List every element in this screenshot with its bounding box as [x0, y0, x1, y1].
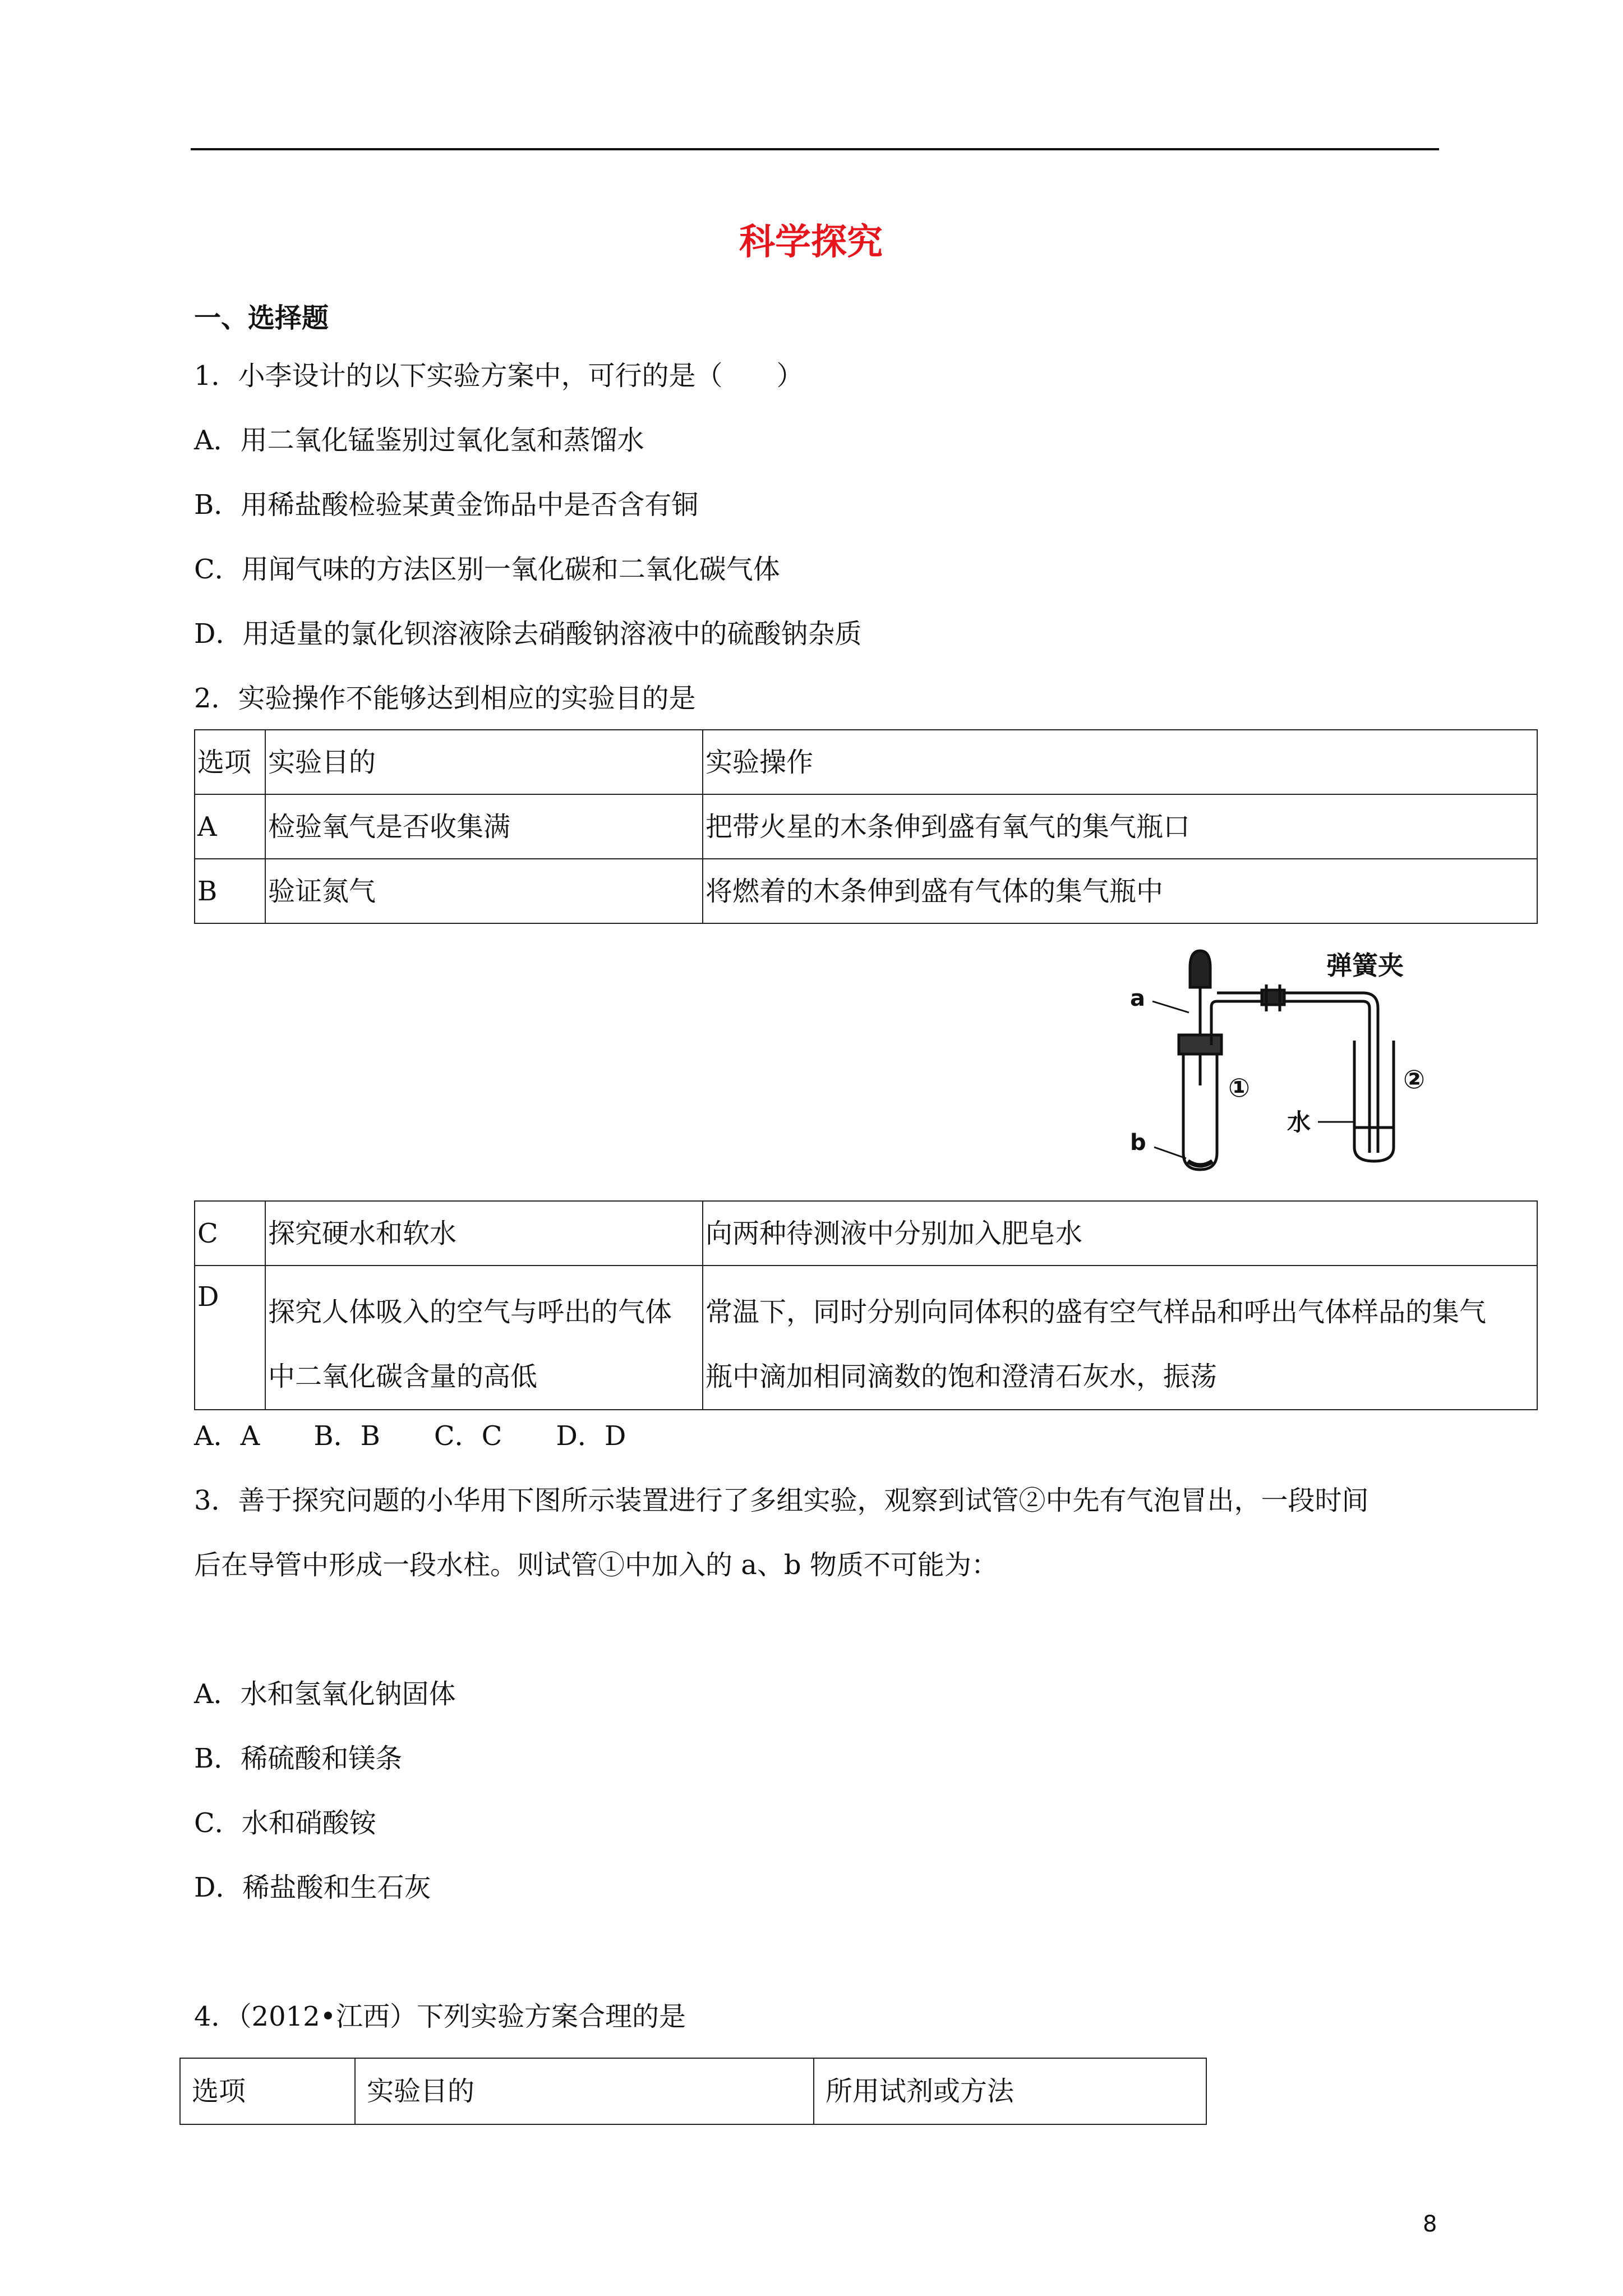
q3-stem-line2: 后在导管中形成一段水柱。则试管①中加入的 a、b 物质不可能为：	[194, 1549, 998, 1581]
table-cell-multiline: 常温下，同时分别向同体积的盛有空气样品和呼出气体样品的集气 瓶中滴加相同滴数的饱和澄清石灰水，振荡	[703, 1266, 1537, 1410]
table-cell: 把带火星的木条伸到盛有氧气的集气瓶口	[703, 794, 1537, 859]
header-cell: 选项	[180, 2058, 355, 2124]
header-cell: 选项	[195, 730, 265, 794]
page-number: 8	[1423, 2211, 1437, 2237]
header-cell: 实验目的	[265, 730, 703, 794]
table-row	[195, 1266, 1537, 1410]
table-row	[195, 859, 1537, 923]
q4-table	[179, 2058, 1207, 2125]
table-cell: 检验氧气是否收集满	[265, 794, 703, 859]
q4-stem: 4．（2012•江西）下列实验方案合理的是	[194, 2001, 686, 2032]
table-cell: 将燃着的木条伸到盛有气体的集气瓶中	[703, 859, 1537, 923]
q3-option-c: C．水和硝酸铵	[194, 1807, 376, 1839]
label-b: b	[1130, 1130, 1146, 1156]
apparatus-figure	[1127, 945, 1441, 1175]
table-cell: A	[195, 794, 265, 859]
solid-b	[1188, 1161, 1212, 1166]
q3-option-b: B．稀硫酸和镁条	[194, 1743, 403, 1774]
q3-option-d: D．稀盐酸和生石灰	[194, 1872, 431, 1903]
page-title: 科学探究	[739, 222, 883, 263]
table-cell: 向两种待测液中分别加入肥皂水	[703, 1201, 1537, 1266]
header-rule	[191, 148, 1439, 150]
q2-table-top	[194, 729, 1538, 924]
table-row	[195, 730, 1537, 794]
section-heading: 一、选择题	[194, 302, 329, 334]
table-cell: 探究硬水和软水	[265, 1201, 703, 1266]
table-cell: 验证氮气	[265, 859, 703, 923]
q1-stem: 1．小李设计的以下实验方案中，可行的是（ ）	[194, 360, 804, 392]
table-cell: D	[195, 1266, 265, 1410]
table-row	[195, 1201, 1537, 1266]
q3-stem-line1: 3．善于探究问题的小华用下图所示装置进行了多组实验，观察到试管②中先有气泡冒出，一段时间	[194, 1485, 1369, 1516]
q1-option-c: C．用闻气味的方法区别一氧化碳和二氧化碳气体	[194, 554, 780, 585]
header-cell: 实验操作	[703, 730, 1537, 794]
q1-option-a: A．用二氧化锰鉴别过氧化氢和蒸馏水	[194, 425, 644, 456]
q2-table-bottom	[194, 1200, 1538, 1410]
table-row	[180, 2058, 1206, 2124]
q1-option-b: B．用稀盐酸检验某黄金饰品中是否含有铜	[194, 489, 699, 521]
table-cell-multiline: 探究人体吸入的空气与呼出的气体 中二氧化碳含量的高低	[265, 1266, 703, 1410]
label-a: a	[1130, 986, 1145, 1011]
clip-label: 弹簧夹	[1326, 950, 1404, 981]
test-tube-2	[1354, 1041, 1394, 1161]
header-cell: 实验目的	[355, 2058, 814, 2124]
label-water: 水	[1287, 1108, 1311, 1136]
stopper	[1179, 1035, 1221, 1054]
table-cell: B	[195, 859, 265, 923]
q3-option-a: A．水和氢氧化钠固体	[194, 1678, 456, 1710]
q1-option-d: D．用适量的氯化钡溶液除去硝酸钠溶液中的硫酸钠杂质	[194, 618, 862, 650]
header-cell: 所用试剂或方法	[814, 2058, 1206, 2124]
label-tube-1: ①	[1228, 1073, 1250, 1103]
table-row	[195, 794, 1537, 859]
q2-stem: 2．实验操作不能够达到相应的实验目的是	[194, 683, 696, 714]
dropper-bulb	[1190, 951, 1210, 987]
label-tube-2: ②	[1403, 1064, 1425, 1094]
table-cell: C	[195, 1201, 265, 1266]
q2-answers: A．A B．B C．C D．D	[194, 1420, 626, 1452]
